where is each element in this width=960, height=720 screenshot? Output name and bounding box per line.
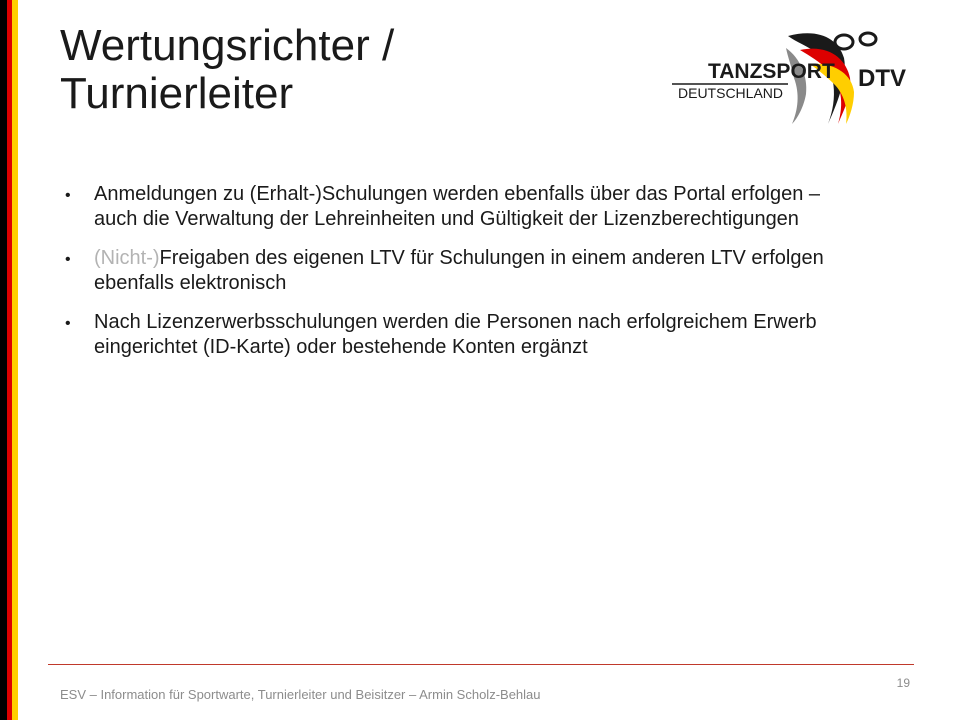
- flag-stripes: [0, 0, 18, 720]
- footer-text: ESV – Information für Sportwarte, Turnierleiter und Beisitzer – Armin Scholz-Behlau: [60, 687, 541, 702]
- bullet-icon: •: [65, 187, 71, 204]
- bullet-item: [60, 246, 860, 296]
- bullet-text: Freigaben des eigenen LTV für Schulungen in einem anderen LTV erfolgen ebenfalls elektronisch: [94, 247, 824, 294]
- bullet-text: Nach Lizenzerwerbsschulungen werden die Personen nach erfolgreichem Erwerb eingerichtet (ID-Karte) oder bestehende Konten ergänzt: [94, 311, 817, 358]
- bullet-icon: •: [65, 315, 71, 332]
- bullet-text: Anmeldungen zu (Erhalt-)Schulungen werden ebenfalls über das Portal erfolgen – auch die Verwaltung der Lehreinheiten und Gültigkeit der Lizenzberechtigungen: [94, 183, 821, 230]
- logo-text-deutschland: DEUTSCHLAND: [678, 85, 784, 101]
- bullet-item: [60, 310, 860, 360]
- dtv-logo: [668, 28, 910, 128]
- logo-text-tanzsport: TANZSPORT: [708, 60, 835, 83]
- page-number: 19: [896, 676, 910, 690]
- bullet-icon: •: [65, 251, 71, 268]
- footer-divider: [48, 664, 914, 665]
- title-line-2: Turnierleiter: [60, 69, 294, 118]
- title-line-1: Wertungsrichter /: [60, 21, 395, 70]
- bullet-list: [60, 182, 860, 374]
- bullet-item: [60, 182, 860, 232]
- slide-title: [60, 22, 620, 118]
- bullet-text-grey-prefix: (Nicht-): [94, 247, 160, 269]
- stripe-gold: [12, 0, 18, 720]
- stripe-black: [0, 0, 7, 720]
- logo-text-dtv: DTV: [858, 65, 906, 92]
